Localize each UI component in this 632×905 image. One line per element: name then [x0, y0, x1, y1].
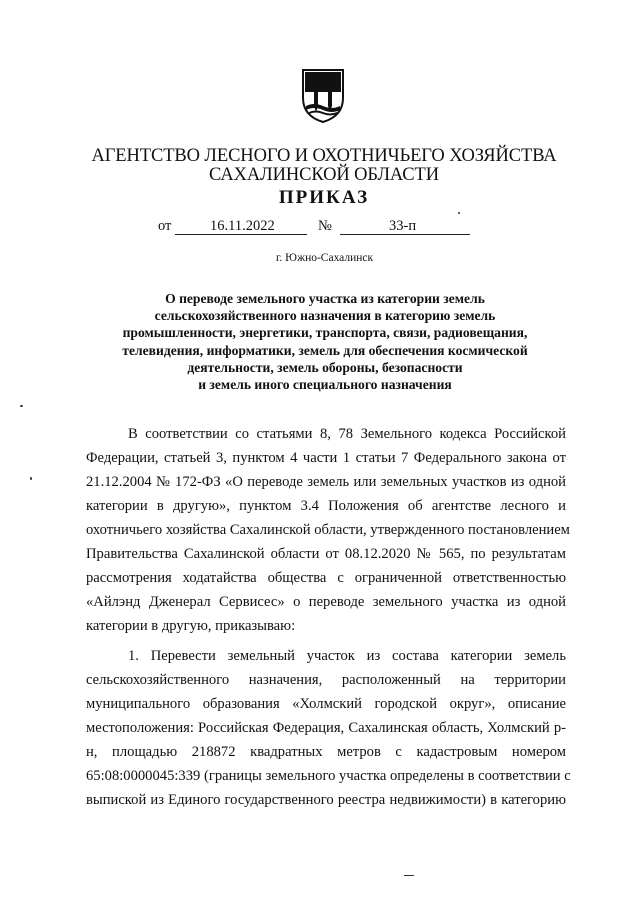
item-1-paragraph — [86, 644, 571, 812]
text-line: сельскохозяйственного назначения, расположенный на территории — [86, 672, 566, 688]
text-line: категории в другую, приказываю: — [86, 618, 296, 634]
text-line: охотничьего хозяйства Сахалинской области, утвержденного постановлением — [86, 522, 570, 538]
scan-speck — [20, 405, 23, 407]
text-line: местоположения: Российская Федерация, Сахалинская область, Холмский р- — [86, 720, 566, 736]
title-line: промышленности, энергетики, транспорта, связи, радиовещания, — [122, 325, 528, 341]
text-line: В соответствии со статьями 8, 78 Земельного кодекса Российской — [128, 426, 566, 442]
document-number: 33-п — [389, 218, 417, 234]
text-line: Федерации, статьей 3, пунктом 4 части 1 статьи 7 Федерального закона от — [86, 450, 566, 466]
text-line: 1. Перевести земельный участок из состава категории земель — [128, 648, 566, 664]
text-line: 65:08:0000045:339 (границы земельного участка определены в соответствии с — [86, 768, 571, 784]
text-line: муниципального образования «Холмский городской округ», описание — [86, 696, 566, 712]
agency-name-line1: АГЕНТСТВО ЛЕСНОГО И ОХОТНИЧЬЕГО ХОЗЯЙСТВА — [91, 146, 557, 166]
title-line: телевидения, информатики, земель для обеспечения космической — [122, 342, 528, 358]
city-name: г. Южно-Сахалинск — [276, 252, 374, 264]
document-type: ПРИКАЗ — [278, 187, 370, 208]
scan-speck — [458, 212, 460, 214]
title-line: сельскохозяйственного назначения в категорию земель — [154, 308, 496, 324]
title-line: и земель иного специального назначения — [198, 377, 452, 393]
text-line: н, площадью 218872 квадратных метров с кадастровым номером — [86, 744, 566, 760]
document-title — [40, 290, 610, 393]
text-line: 21.12.2004 № 172-ФЗ «О переводе земель или земельных участков из одной — [86, 474, 566, 490]
title-line: О переводе земельного участка из категории земель — [165, 291, 485, 306]
coat-of-arms-emblem — [300, 68, 346, 124]
number-prefix: № — [318, 218, 332, 234]
text-line: категории в другую», пунктом 3.4 Положения об агентстве лесного и — [86, 498, 566, 514]
title-line: деятельности, земель обороны, безопасности — [187, 359, 463, 375]
scan-speck — [30, 477, 32, 480]
text-line: «Айлэнд Дженерал Сервисес» о переводе земельного участка из одной — [86, 594, 566, 610]
text-line: Правительства Сахалинской области от 08.12.2020 № 565, по результатам — [86, 546, 566, 562]
agency-name-line2: САХАЛИНСКОЙ ОБЛАСТИ — [209, 165, 439, 185]
document-date: 16.11.2022 — [210, 218, 275, 234]
text-line: рассмотрения ходатайства общества с ограниченной ответственностью — [86, 570, 566, 586]
date-prefix: от — [158, 218, 172, 234]
scan-speck — [404, 875, 414, 876]
preamble-paragraph — [86, 422, 570, 638]
text-line: выпиской из Единого государственного реестра недвижимости) в категорию — [86, 792, 566, 808]
